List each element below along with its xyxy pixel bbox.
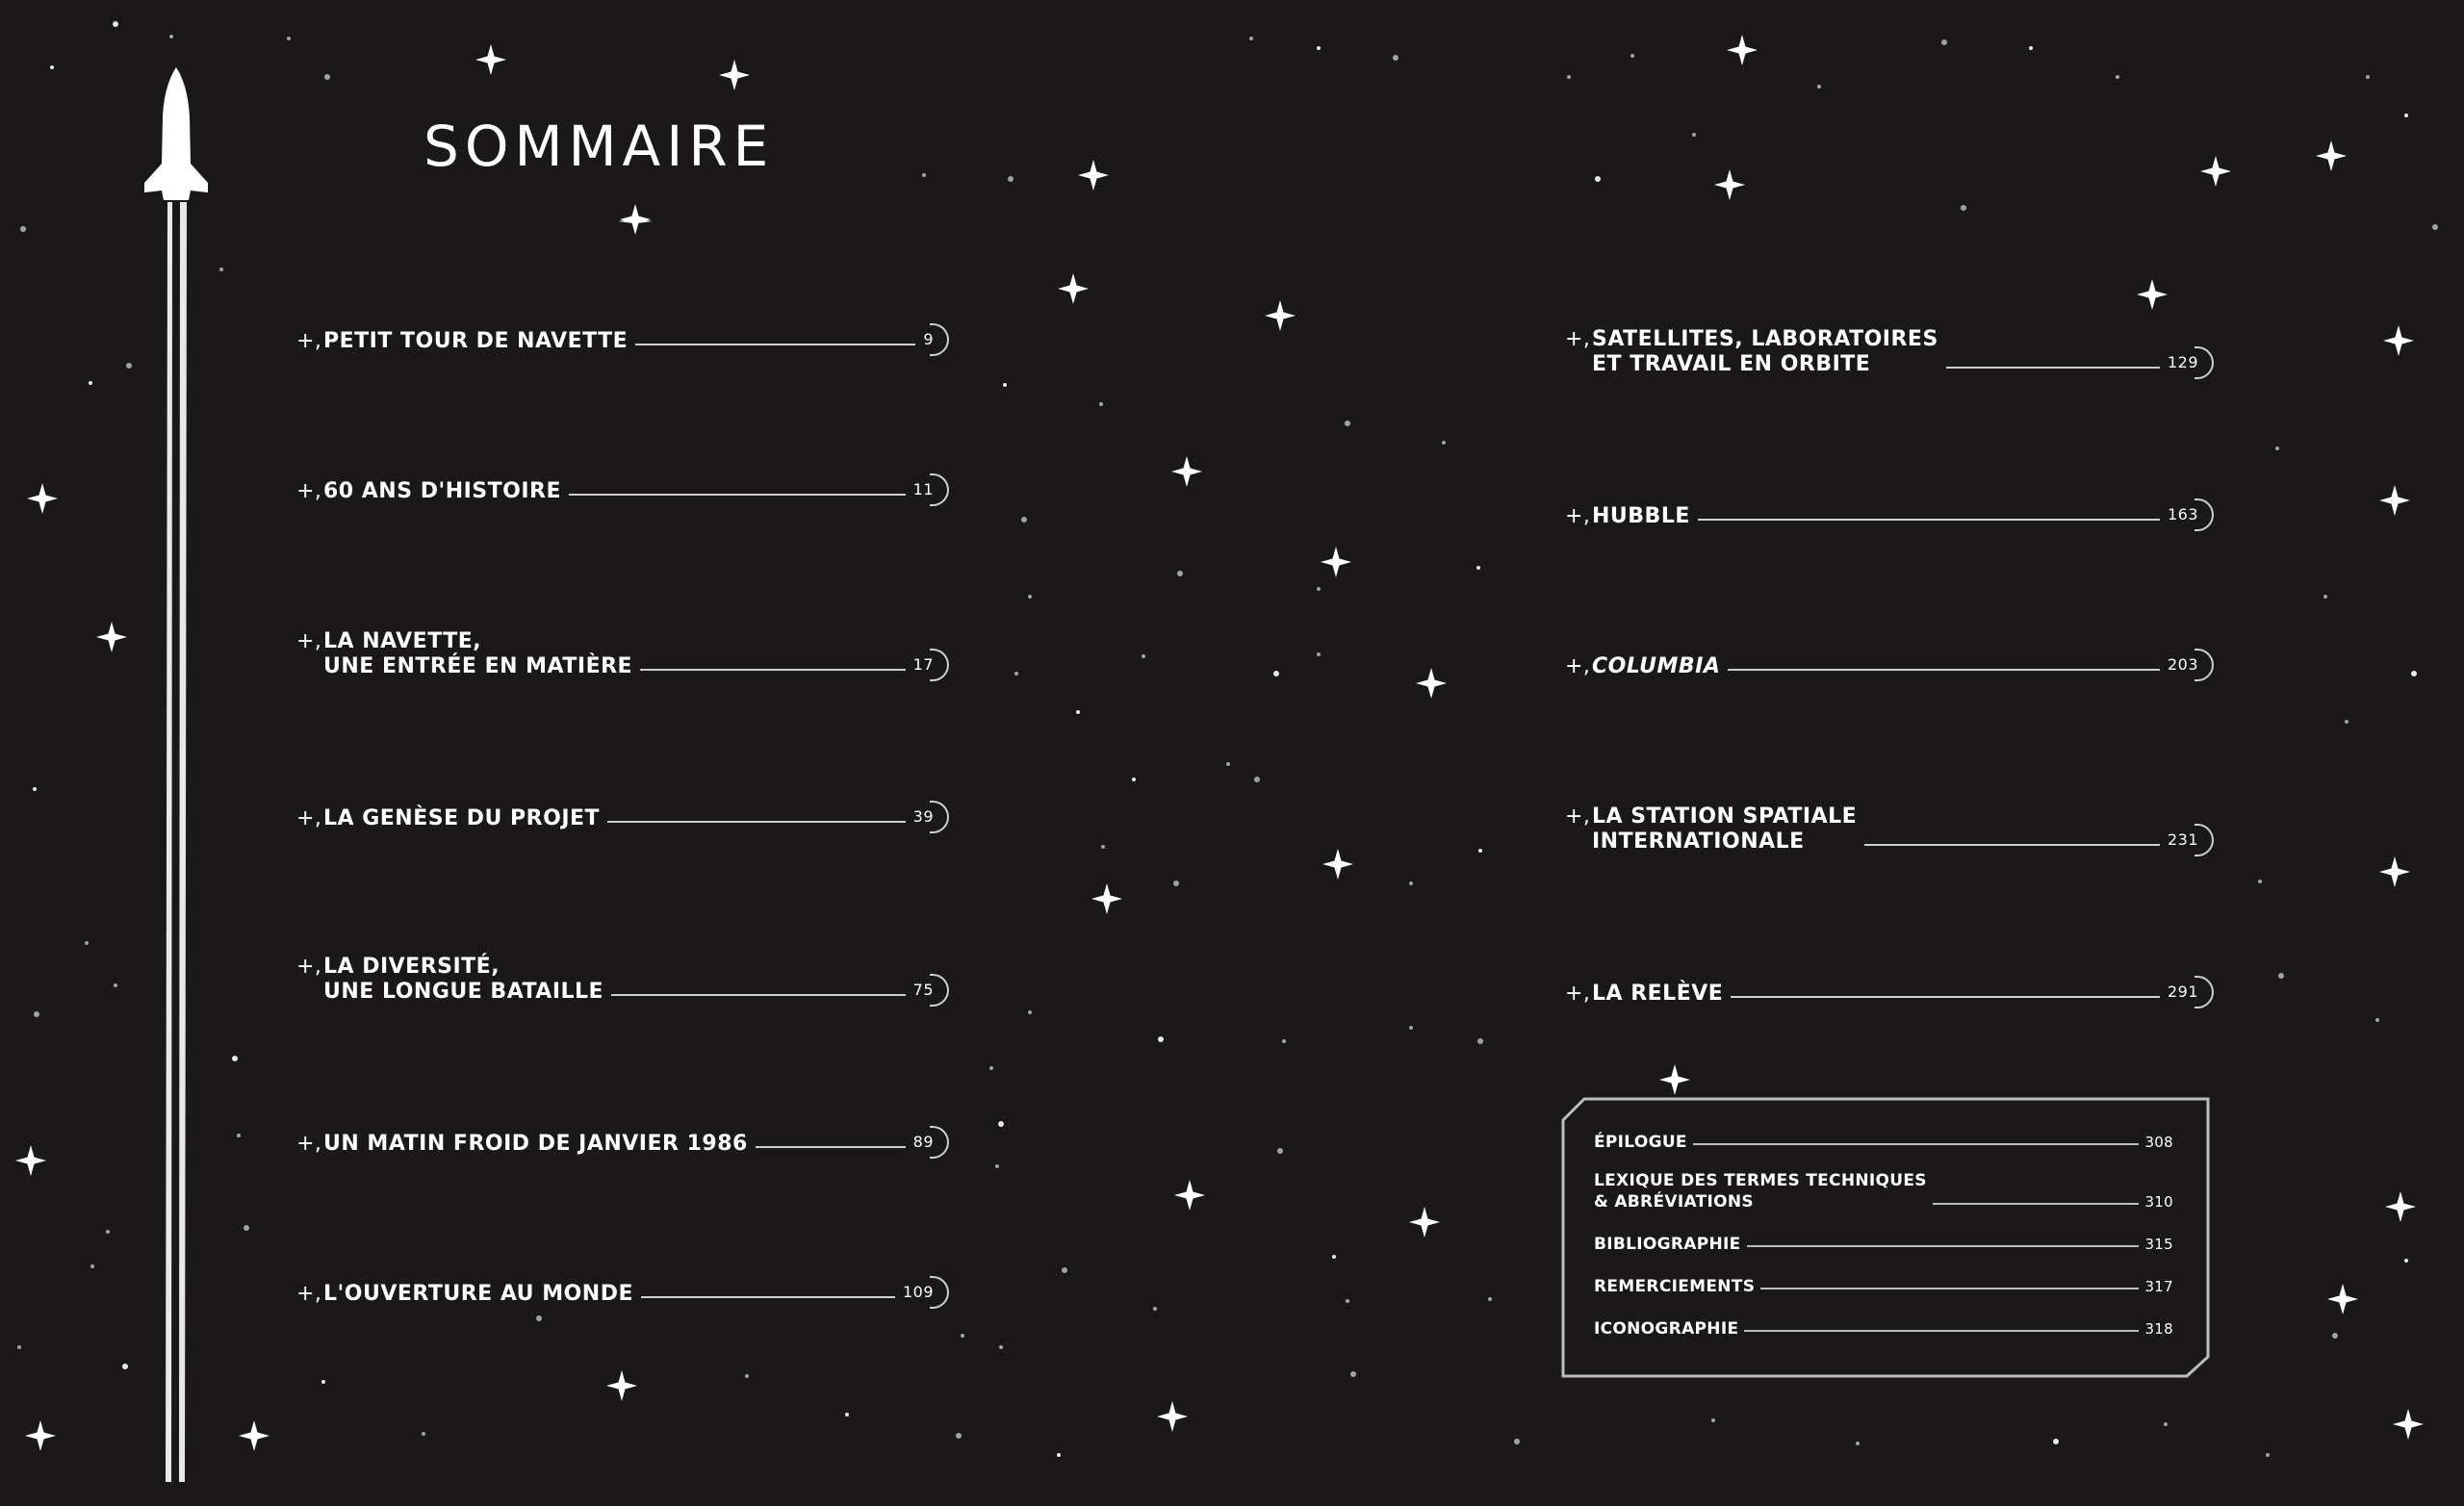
- leader-line: [1864, 844, 2160, 846]
- chapter-title: HUBBLE: [1592, 504, 1690, 528]
- annex-entry[interactable]: [1594, 1170, 2173, 1212]
- chapter-title: LA NAVETTE, UNE ENTRÉE EN MATIÈRE: [323, 629, 633, 678]
- bullet-icon: +,: [296, 955, 322, 979]
- page-number: 231: [2168, 828, 2214, 853]
- page-number: 163: [2168, 502, 2214, 527]
- leader-line: [1693, 1143, 2140, 1145]
- leader-line: [1747, 1245, 2140, 1247]
- page-number: 89: [913, 1130, 949, 1155]
- page-number: 129: [2168, 350, 2214, 375]
- chapter-title: LA STATION SPATIALE INTERNATIONALE: [1592, 804, 1858, 854]
- toc-entry[interactable]: [296, 1280, 949, 1307]
- page-title: SOMMAIRE: [424, 114, 775, 179]
- leader-line: [607, 821, 906, 823]
- annex-entry[interactable]: [1594, 1132, 2173, 1153]
- chapter-title: LA RELÈVE: [1592, 982, 1724, 1006]
- leader-line: [1946, 367, 2160, 369]
- chapter-title: L'OUVERTURE AU MONDE: [323, 1282, 633, 1306]
- page-number: 308: [2144, 1134, 2173, 1151]
- bullet-icon: +,: [1565, 327, 1591, 351]
- bullet-icon: +,: [296, 479, 322, 503]
- page-number: 75: [913, 978, 949, 1003]
- page-number: 11: [913, 477, 949, 502]
- toc-entry[interactable]: [1565, 804, 2214, 855]
- toc-entry[interactable]: [296, 1130, 949, 1157]
- chapter-title: 60 ANS D'HISTOIRE: [323, 479, 562, 503]
- page-number: 315: [2144, 1236, 2173, 1253]
- leader-line: [1698, 519, 2160, 521]
- leader-line: [1760, 1288, 2139, 1289]
- page-number: 317: [2144, 1278, 2173, 1295]
- page-number: 310: [2144, 1193, 2173, 1211]
- page-number: 39: [913, 804, 949, 830]
- page-number: 291: [2168, 980, 2214, 1005]
- toc-entry[interactable]: [296, 804, 949, 831]
- leader-line: [1731, 996, 2160, 998]
- annex-title: ÉPILOGUE: [1594, 1133, 1687, 1152]
- toc-entry[interactable]: [1565, 980, 2214, 1007]
- page-number: 9: [923, 327, 949, 352]
- bullet-icon: +,: [296, 1132, 322, 1156]
- leader-line: [640, 669, 906, 671]
- leader-line: [756, 1146, 906, 1148]
- annex-entry[interactable]: [1594, 1234, 2173, 1255]
- toc-entry[interactable]: [1565, 327, 2214, 377]
- annex-title: REMERCIEMENTS: [1594, 1277, 1756, 1296]
- annex-entry[interactable]: [1594, 1276, 2173, 1297]
- page-number: 318: [2144, 1320, 2173, 1338]
- page-number: 17: [913, 652, 949, 677]
- bullet-icon: +,: [296, 1282, 322, 1306]
- bullet-icon: +,: [1565, 654, 1591, 678]
- toc-entry[interactable]: [296, 955, 949, 1005]
- page-number: 203: [2168, 652, 2214, 677]
- leader-line: [1744, 1330, 2139, 1332]
- bullet-icon: +,: [1565, 804, 1591, 829]
- annex-title: LEXIQUE DES TERMES TECHNIQUES & ABRÉVIATIONS: [1594, 1171, 1927, 1212]
- chapter-title: PETIT TOUR DE NAVETTE: [323, 329, 629, 353]
- chapter-title: LA GENÈSE DU PROJET: [323, 806, 601, 830]
- bullet-icon: +,: [1565, 504, 1591, 528]
- chapter-title: UN MATIN FROID DE JANVIER 1986: [323, 1132, 748, 1156]
- leader-line: [1728, 669, 2160, 671]
- page-number: 109: [903, 1280, 949, 1305]
- bullet-icon: +,: [296, 806, 322, 830]
- bullet-icon: +,: [1565, 982, 1591, 1006]
- toc-entry[interactable]: [1565, 652, 2214, 679]
- chapter-title: SATELLITES, LABORATOIRES ET TRAVAIL EN ORBITE: [1592, 327, 1938, 376]
- annex-title: BIBLIOGRAPHIE: [1594, 1235, 1741, 1254]
- bullet-icon: +,: [296, 329, 322, 353]
- annexes-box: [1561, 1097, 2210, 1378]
- leader-line: [635, 344, 915, 345]
- toc-entry[interactable]: [1565, 502, 2214, 529]
- toc-entry[interactable]: [296, 477, 949, 504]
- annex-title: ICONOGRAPHIE: [1594, 1319, 1739, 1339]
- toc-entry[interactable]: [296, 629, 949, 679]
- leader-line: [641, 1296, 895, 1298]
- leader-line: [611, 994, 906, 996]
- chapter-title: COLUMBIA: [1592, 654, 1721, 678]
- toc-entry[interactable]: [296, 327, 949, 354]
- leader-line: [569, 494, 906, 496]
- leader-line: [1933, 1203, 2140, 1205]
- chapter-title: LA DIVERSITÉ, UNE LONGUE BATAILLE: [323, 955, 604, 1004]
- annex-entry[interactable]: [1594, 1318, 2173, 1340]
- bullet-icon: +,: [296, 629, 322, 653]
